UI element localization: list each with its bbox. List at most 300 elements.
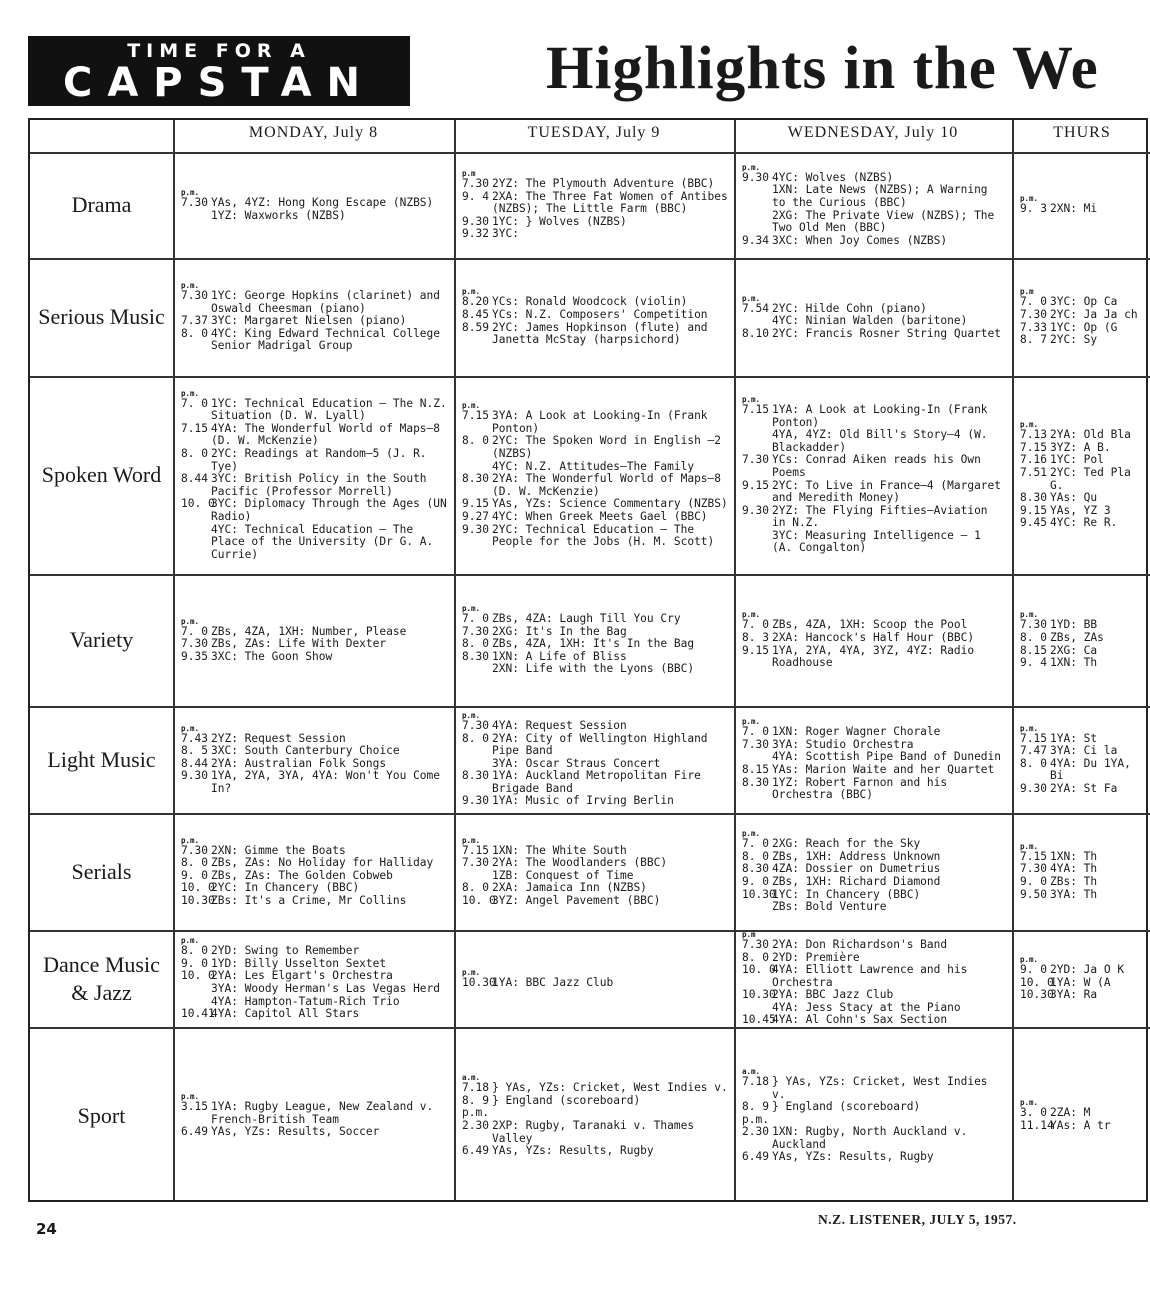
program-text: 1YC: Pol [1050,453,1104,467]
program-text: 1ZB: Conquest of Time [492,868,634,882]
program-entry [1020,783,1146,796]
program-entry [181,423,448,448]
schedule-cell [742,1031,1006,1200]
program-text: 2YZ: The Flying Fifties—Aviation in N.Z. [772,503,988,530]
program-time: 8. 0 [181,944,208,958]
row-divider [30,376,1150,378]
program-time: 7.15 [181,421,208,435]
program-entry [742,505,1006,530]
program-time: 7.30 [462,624,489,638]
program-text: 1XN: Rugby, North Auckland v. Auckland [772,1125,968,1151]
day-header: TUESDAY, July 9 [527,124,661,141]
program-time: 8.44 [181,756,208,770]
program-entry [1020,964,1146,977]
schedule-cell [462,156,728,254]
program-entry [1020,203,1146,216]
program-time: 10.30 [462,975,496,989]
program-text: 4YC: Re R. [1050,516,1118,530]
day-header: THURS [1053,124,1111,141]
program-entry [742,404,1006,429]
program-time: 7.30 [181,195,208,209]
program-entry [181,328,448,353]
program-time: 9.30 [742,503,769,517]
program-text: 1YC: George Hopkins (clarinet) and Oswald Cheesman (piano) [211,289,441,315]
program-entry [742,632,1006,645]
program-text: 2YC: Technical Education — The People for the Jobs (H. M. Scott) [492,522,715,549]
program-text: 2YZ: The Plymouth Adventure (BBC) [492,177,715,191]
row-divider [30,574,1150,576]
program-text: ZBs, 4ZA, 1XH: It's In the Bag [492,637,695,651]
program-entry [181,983,448,996]
program-time: 8.30 [1020,491,1047,505]
period-label: p.m. [742,610,761,620]
program-entry [1020,309,1146,322]
program-entry [742,1076,1006,1101]
program-time: 10.30 [742,887,776,901]
day-header: WEDNESDAY, July 10 [787,124,959,141]
schedule-cell [742,578,1006,702]
program-time: 2.30 [462,1119,489,1132]
schedule-cell [742,156,1006,254]
program-time: 9. 0 [181,956,208,970]
schedule-cell [742,380,1006,570]
period-label: p.m. [1020,1098,1039,1108]
program-time: 10. 0 [462,893,496,907]
program-text: 4YC: When Greek Meets Gael (BBC) [492,509,708,523]
program-time: 7.30 [742,453,769,467]
program-time: 7.30 [1020,618,1047,632]
program-time: 7.51 [1020,465,1047,479]
program-text: 2YA: The Woodlanders (BBC) [492,856,668,870]
program-text: 1YA: Auckland Metropolitan Fire Brigade Band [492,769,701,795]
program-entry [742,901,1006,914]
program-entry [1020,745,1146,758]
program-time: 10.30 [742,988,776,1002]
schedule-cell [462,817,728,926]
program-text: 4ZA: Dossier on Dumetrius [772,862,941,876]
program-text: 4YA: Request Session [492,718,627,732]
program-text: 2YA: BBC Jazz Club [772,988,894,1002]
program-text: YCs: Ronald Woodcock (violin) [492,295,688,309]
program-text: YAs, YZs: Science Commentary (NZBS) [492,497,728,511]
program-time: 8. 9 [742,1100,769,1114]
category-label: Variety [69,627,134,652]
schedule-cell [742,817,1006,926]
schedule-cell [181,262,448,372]
program-time: 10. 0 [181,969,215,983]
program-text: ZBs, 4ZA, 1XH: Number, Please [211,624,407,638]
program-entry [742,876,1006,889]
period-label: p.m. [462,710,481,720]
program-text: 4YC: N.Z. Attitudes—The Family [492,459,695,473]
program-text: 3YA: Oscar Straus Concert [492,756,661,770]
program-time: 8. 5 [181,744,208,758]
program-time: 7. 0 [742,725,769,739]
period-label: p.m. [181,936,200,946]
schedule-cell [462,380,728,570]
program-entry [742,1101,1006,1114]
program-time: 10. 0 [742,963,776,977]
schedule-cell [181,578,448,702]
page-number: 24 [36,1220,57,1238]
program-time [742,184,772,209]
program-text: 2YA: City of Wellington Highland Pipe Band [492,731,708,758]
program-text: 4YA: Th [1050,862,1098,876]
program-entry [1020,334,1146,347]
program-time: 8.30 [462,472,489,486]
schedule-cell [462,934,728,1023]
program-text: 3YA: Ra [1050,988,1098,1002]
period-label: p.m. [181,187,200,197]
program-entry [181,745,448,758]
program-text: 4YA: Du 1YA, Bi [1050,756,1131,783]
program-text: 4YC: Ninian Walden (baritone) [772,314,968,328]
program-time: 9. 4 [1020,656,1047,670]
program-entry [181,882,448,895]
period-label: p.m. [1020,610,1039,620]
program-text: ZBs, ZAs: Life With Dexter [211,637,387,651]
program-entry [462,511,728,524]
program-entry [742,838,1006,851]
program-text: 3YA: Woody Herman's Las Vegas Herd [211,982,441,995]
program-time: 8. 0 [181,447,208,461]
category-label: Dance Music & Jazz [43,951,160,1005]
program-text: 4YA: Elliott Lawrence and his Orchestra [772,963,968,989]
program-time: 8. 0 [742,950,769,964]
program-time: 8.20 [462,295,489,309]
program-text: YAs, YZs: Results, Rugby [772,1150,934,1164]
program-entry [1020,758,1146,783]
program-text: 1XN: The White South [492,843,627,857]
row-divider [30,258,1150,260]
program-entry [1020,989,1146,1002]
row-divider [30,152,1150,154]
program-entry [181,945,448,958]
program-time: 7. 0 [742,837,769,851]
program-time: p.m. [462,1106,489,1120]
program-text: 2YC: The Spoken Word in English —2 (NZBS) [492,434,722,461]
program-time: 10. 0 [1020,975,1054,989]
category-label: Drama [71,192,132,217]
program-text: 3YA: Ci la [1050,744,1118,758]
program-text: 3YC: British Policy in the South Pacific (Professor Morrell) [211,472,427,498]
program-entry [742,328,1006,341]
program-time: 9. 4 [462,189,489,203]
program-entry [181,651,448,664]
program-text: 2YA: Old Bla [1050,428,1131,442]
schedule-cell [742,262,1006,372]
program-text: 2YD: Première [772,950,860,964]
row-divider [30,1027,1150,1029]
program-entry [181,290,448,315]
program-text: ZBs, ZAs: The Golden Cobweb [211,868,393,882]
period-label: p.m. [181,388,200,398]
program-time: 9.34 [742,233,769,247]
program-time: 8. 0 [1020,756,1047,770]
program-text: 2YD: Swing to Remember [211,944,360,958]
program-time: 10.30 [1020,988,1054,1002]
program-time: 2.30 [742,1125,769,1139]
program-text: } England (scoreboard) [492,1093,641,1107]
program-time: 10. 0 [181,497,215,511]
program-time: 8. 0 [742,849,769,863]
program-time: 7.37 [181,314,208,328]
program-text: 2YC: Ted Pla G. [1050,465,1131,492]
program-text: 4YA, 4YZ: Old Bill's Story—4 (W. Blackadder) [772,428,988,454]
program-entry [462,322,728,347]
program-time: 8. 9 [462,1093,489,1107]
program-text: ZBs: It's a Crime, Mr Collins [211,893,407,907]
program-entry [742,989,1006,1002]
program-time [181,983,211,996]
program-time: 9. 0 [742,875,769,888]
program-entry [181,210,448,223]
program-text: ZBs, 1XH: Richard Diamond [772,875,941,888]
program-text: 1YC: Op (G [1050,320,1118,334]
period-label: a.m. [462,1073,481,1083]
program-entry [742,1014,1006,1027]
program-entry [462,435,728,460]
program-time: 3. 0 [1020,1106,1047,1120]
program-time: 7.18 [742,1074,769,1088]
period-label: p.m. [181,723,200,733]
program-entry [462,663,728,676]
period-label: p.m. [181,835,200,845]
program-time: 7.30 [742,937,769,951]
program-entry [462,524,728,549]
program-text: 4YC: King Edward Technical College Senior Madrigal Group [211,326,441,353]
period-label: p.m. [1020,841,1039,851]
program-entry [462,733,728,758]
program-time: 7. 0 [181,396,208,410]
schedule-cell [462,710,728,809]
schedule-cell [1020,578,1146,702]
program-entry [742,1126,1006,1151]
program-time: 8.30 [462,649,489,663]
program-time: 8.44 [181,472,208,486]
program-text: 4YC: Technical Education — The Place of the University (Dr G. A. Currie) [211,522,434,561]
program-text: 3YZ: A B. [1050,440,1111,454]
period-label: p.m. [1020,955,1039,965]
program-text: YAs, 4YZ: Hong Kong Escape (NZBS) [211,195,434,209]
period-label: p.m. [181,281,200,291]
program-time: 7.16 [1020,453,1047,467]
program-text: 4YA: Capitol All Stars [211,1007,360,1021]
program-entry [462,309,728,322]
period-label: p.m. [181,616,200,626]
schedule-cell [1020,1031,1146,1200]
schedule-cell [1020,156,1146,254]
program-time: 7.30 [1020,862,1047,876]
category-label: Sport [77,1102,126,1128]
program-time: 8. 7 [1020,333,1047,347]
program-time: 7.30 [181,637,208,651]
program-entry [181,638,448,651]
program-entry [462,795,728,808]
program-text: 2YA: Don Richardson's Band [772,937,948,951]
program-text: 1XN: Th [1050,849,1098,863]
period-label: p.m. [742,162,761,172]
program-text: 2XA: The Three Fat Women of Antibes (NZBS); The Little Farm (BBC) [492,189,728,216]
program-text: 1YC: } Wolves (NZBS) [492,214,627,228]
program-time: 7.30 [181,843,208,857]
schedule-cell [462,1031,728,1200]
program-entry [462,1082,728,1095]
program-text: 4YA: Scottish Pipe Band of Dunedin [772,750,1002,764]
program-text: 3YA: A Look at Looking-In (Frank Ponton) [492,409,708,435]
program-time: 7.30 [462,856,489,870]
program-entry [742,235,1006,248]
program-text: 2XA: Hancock's Half Hour (BBC) [772,630,975,644]
program-time: 7.15 [742,402,769,416]
program-text: 1YZ: Waxworks (NZBS) [211,208,346,222]
program-entry [181,770,448,795]
program-time: 8. 0 [462,434,489,448]
category-label: Light Music [47,746,156,772]
program-text: 2XA: Jamaica Inn (NZBS) [492,881,647,895]
period-label: p.m. [742,293,761,303]
program-text: 1YZ: Robert Farnon and his Orchestra (BBC) [772,775,948,802]
program-time: 7.15 [462,843,489,857]
program-entry [462,1145,728,1158]
program-text: 1YC: In Chancery (BBC) [772,887,921,901]
program-text: ZBs, 1XH: Address Unknown [772,849,941,863]
program-time: 9.45 [1020,516,1047,530]
program-text: 1YA, 2YA, 3YA, 4YA: Won't You Come In? [211,769,441,795]
program-entry [742,764,1006,777]
program-text: 3XC: When Joy Comes (NZBS) [772,233,948,247]
program-entry [1020,492,1146,505]
program-entry [742,210,1006,235]
program-text: 2YC: Hilde Cohn (piano) [772,301,927,315]
program-time: 8.15 [1020,643,1047,657]
schedule-cell [1020,262,1146,372]
program-entry [742,1151,1006,1164]
program-text: YAs: Marion Waite and her Quartet [772,763,995,776]
program-time [742,315,772,328]
program-text: 3YZ: Angel Pavement (BBC) [492,893,661,907]
program-entry [1020,889,1146,902]
program-entry [462,410,728,435]
program-text: 2YD: Ja O K [1050,963,1125,977]
program-time: 10.45 [742,1013,776,1027]
program-time: 7.47 [1020,744,1047,758]
program-time: 7. 0 [742,618,769,632]
program-time: 8. 0 [462,881,489,895]
program-time: 7. 0 [181,624,208,638]
program-entry [1020,632,1146,645]
program-entry [742,184,1006,209]
program-text: 2YC: Francis Rosner String Quartet [772,326,1002,340]
program-time: 7.18 [462,1081,489,1095]
program-time: 9.15 [462,497,489,511]
period-label: p.m. [462,604,481,614]
program-time: 8.45 [462,307,489,321]
program-entry [462,228,728,241]
period-label: a.m. [742,1066,761,1076]
schedule-cell [462,262,728,372]
period-label: p.m. [1020,723,1039,733]
period-label: p.m. [181,1092,200,1102]
program-time: 3.15 [181,1100,208,1114]
program-entry [462,1095,728,1108]
category-label: Serials [71,858,132,884]
schedule-cell [462,578,728,702]
program-text: 2YC: James Hopkinson (flute) and Janetta McStay (harpsichord) [492,320,708,347]
program-entry [462,720,728,733]
program-time: 7.30 [462,718,489,732]
program-text: 2YA: Australian Folk Songs [211,756,387,770]
program-text: 4YA: Al Cohn's Sax Section [772,1013,948,1027]
program-time: 7.30 [181,289,208,303]
program-text: } England (scoreboard) [772,1100,921,1114]
program-text: 1YD: BB [1050,618,1098,632]
program-text: 3XC: The Goon Show [211,649,333,663]
program-text: 2YA: Les Elgart's Orchestra [211,969,393,983]
program-text: ZBs, 4ZA, 1XH: Scoop the Pool [772,618,968,632]
program-entry [462,638,728,651]
schedule-cell [1020,380,1146,570]
program-time: 7.13 [1020,428,1047,442]
publication-line: N.Z. LISTENER, JULY 5, 1957. [818,1212,1017,1227]
program-text: 3YC: Margaret Nielsen (piano) [211,314,407,328]
program-text: 2XG: The Private View (NZBS); The Two Old Men (BBC) [772,208,995,235]
program-time: 9.30 [181,769,208,783]
program-text: ZBs, ZAs: No Holiday for Halliday [211,856,434,870]
program-text: 3YA: Th [1050,887,1098,901]
schedule-cell [742,710,1006,809]
program-entry [462,882,728,895]
program-entry [181,524,448,562]
program-entry [462,1120,728,1145]
program-time: 10.30 [181,893,215,907]
program-time: 7.30 [742,737,769,751]
program-time: 7.15 [1020,731,1047,745]
program-entry [181,857,448,870]
program-time: 6.49 [742,1150,769,1164]
program-entry [742,777,1006,802]
program-text: 1XN: Late News (NZBS); A Warning to the Curious (BBC) [772,183,988,209]
program-time: 7.15 [1020,440,1047,454]
program-time: 7. 0 [462,612,489,626]
program-time: 8. 0 [181,856,208,870]
program-time: 9. 0 [1020,963,1047,977]
program-text: 2XP: Rugby, Taranaki v. Thames Valley [492,1119,695,1145]
program-entry [1020,429,1146,442]
category-label: Serious Music [38,304,165,329]
program-text: 2XN: Gimme the Boats [211,843,346,857]
program-text: 3XC: South Canterbury Choice [211,744,400,758]
program-time: p.m. [742,1112,769,1126]
program-time: 9. 0 [1020,875,1047,888]
program-time: 8. 3 [742,630,769,644]
program-time: 7.54 [742,301,769,315]
program-entry [462,613,728,626]
program-text: 2XN: Mi [1050,202,1098,216]
program-text: ZBs, ZAs [1050,630,1104,644]
program-text: 4YA: Hampton-Tatum-Rich Trio [211,994,400,1008]
program-text: 3YC: Diplomacy Through the Ages (UN Radio) [211,497,447,523]
program-text: ZBs: Bold Venture [772,900,887,914]
schedule-cell [181,934,448,1023]
program-text: 1YD: Billy Usselton Sextet [211,956,387,970]
program-time: 8.30 [462,769,489,783]
program-entry [181,1008,448,1021]
program-entry [181,448,448,473]
row-divider [30,706,1150,708]
program-text: 1YA: BBC Jazz Club [492,975,614,989]
program-entry [742,726,1006,739]
